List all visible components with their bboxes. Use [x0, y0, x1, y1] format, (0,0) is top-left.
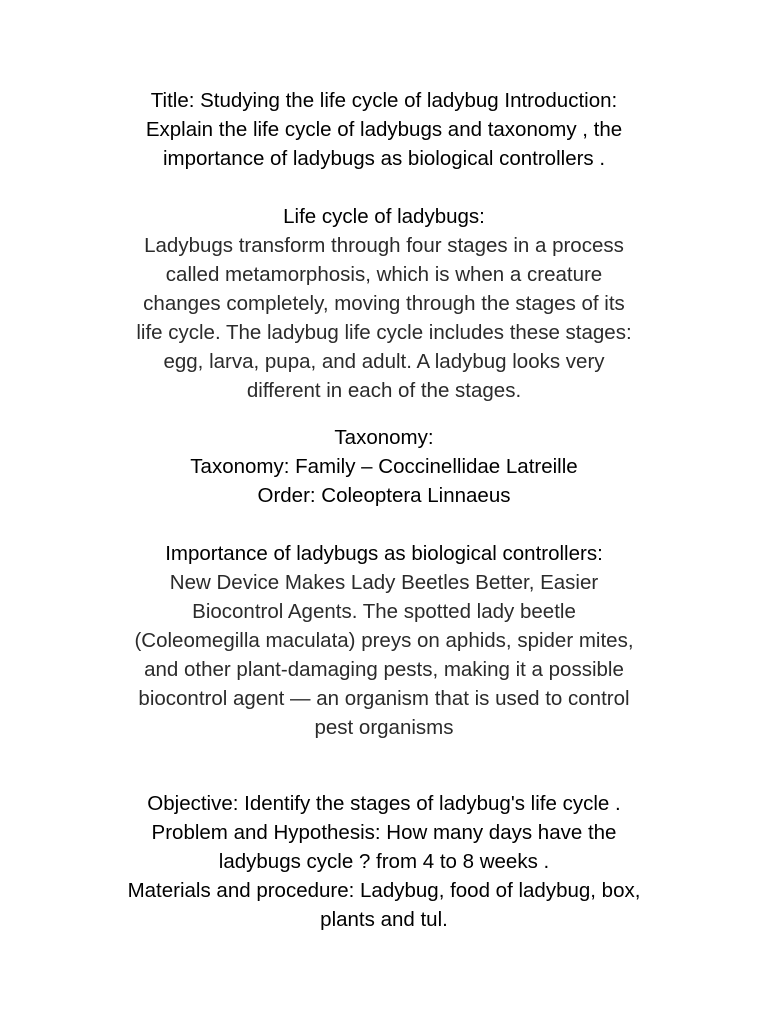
spacer: [70, 405, 698, 423]
intro-line: importance of ladybugs as biological controllers .: [162, 147, 606, 170]
life-cycle-section: [70, 202, 698, 405]
objective-line: Objective: Identify the stages of ladybug's life cycle .: [147, 792, 621, 815]
taxonomy-line: Taxonomy: Family – Coccinellidae Latreille: [190, 455, 578, 478]
importance-section: [70, 539, 698, 742]
importance-line: Biocontrol Agents. The spotted lady beetle: [192, 600, 576, 623]
life-cycle-line: called metamorphosis, which is when a creature: [165, 263, 603, 286]
importance-line: biocontrol agent — an organism that is used to control: [138, 687, 630, 710]
spacer: [70, 510, 698, 539]
importance-heading: Importance of ladybugs as biological controllers:: [165, 542, 603, 565]
importance-line: and other plant-damaging pests, making it a possible: [144, 658, 624, 681]
hypothesis-line: ladybugs cycle ? from 4 to 8 weeks .: [218, 850, 550, 873]
importance-line: (Coleomegilla maculata) preys on aphids, spider mites,: [134, 629, 634, 652]
closing-section: [70, 789, 698, 934]
importance-line: New Device Makes Lady Beetles Better, Easier: [169, 571, 599, 594]
life-cycle-line: Ladybugs transform through four stages in a process: [144, 234, 624, 257]
taxonomy-heading: Taxonomy:: [334, 426, 434, 449]
spacer: [70, 173, 698, 202]
life-cycle-heading: Life cycle of ladybugs:: [283, 205, 485, 228]
intro-line: Explain the life cycle of ladybugs and taxonomy , the: [145, 118, 623, 141]
hypothesis-line: Problem and Hypothesis: How many days have the: [151, 821, 617, 844]
materials-line: plants and tul.: [320, 908, 448, 931]
taxonomy-line: Order: Coleoptera Linnaeus: [257, 484, 511, 507]
life-cycle-line: different in each of the stages.: [246, 379, 522, 402]
life-cycle-line: egg, larva, pupa, and adult. A ladybug looks very: [163, 350, 605, 373]
life-cycle-line: life cycle. The ladybug life cycle includes these stages:: [136, 321, 632, 344]
document-page: [70, 86, 698, 934]
intro-section: [70, 86, 698, 173]
spacer: [70, 742, 698, 789]
materials-line: Materials and procedure: Ladybug, food of ladybug, box,: [127, 879, 641, 902]
life-cycle-line: changes completely, moving through the stages of its: [143, 292, 625, 315]
importance-line: pest organisms: [314, 716, 454, 739]
taxonomy-section: [70, 423, 698, 510]
title-line: Title: Studying the life cycle of ladybug Introduction:: [150, 89, 618, 112]
